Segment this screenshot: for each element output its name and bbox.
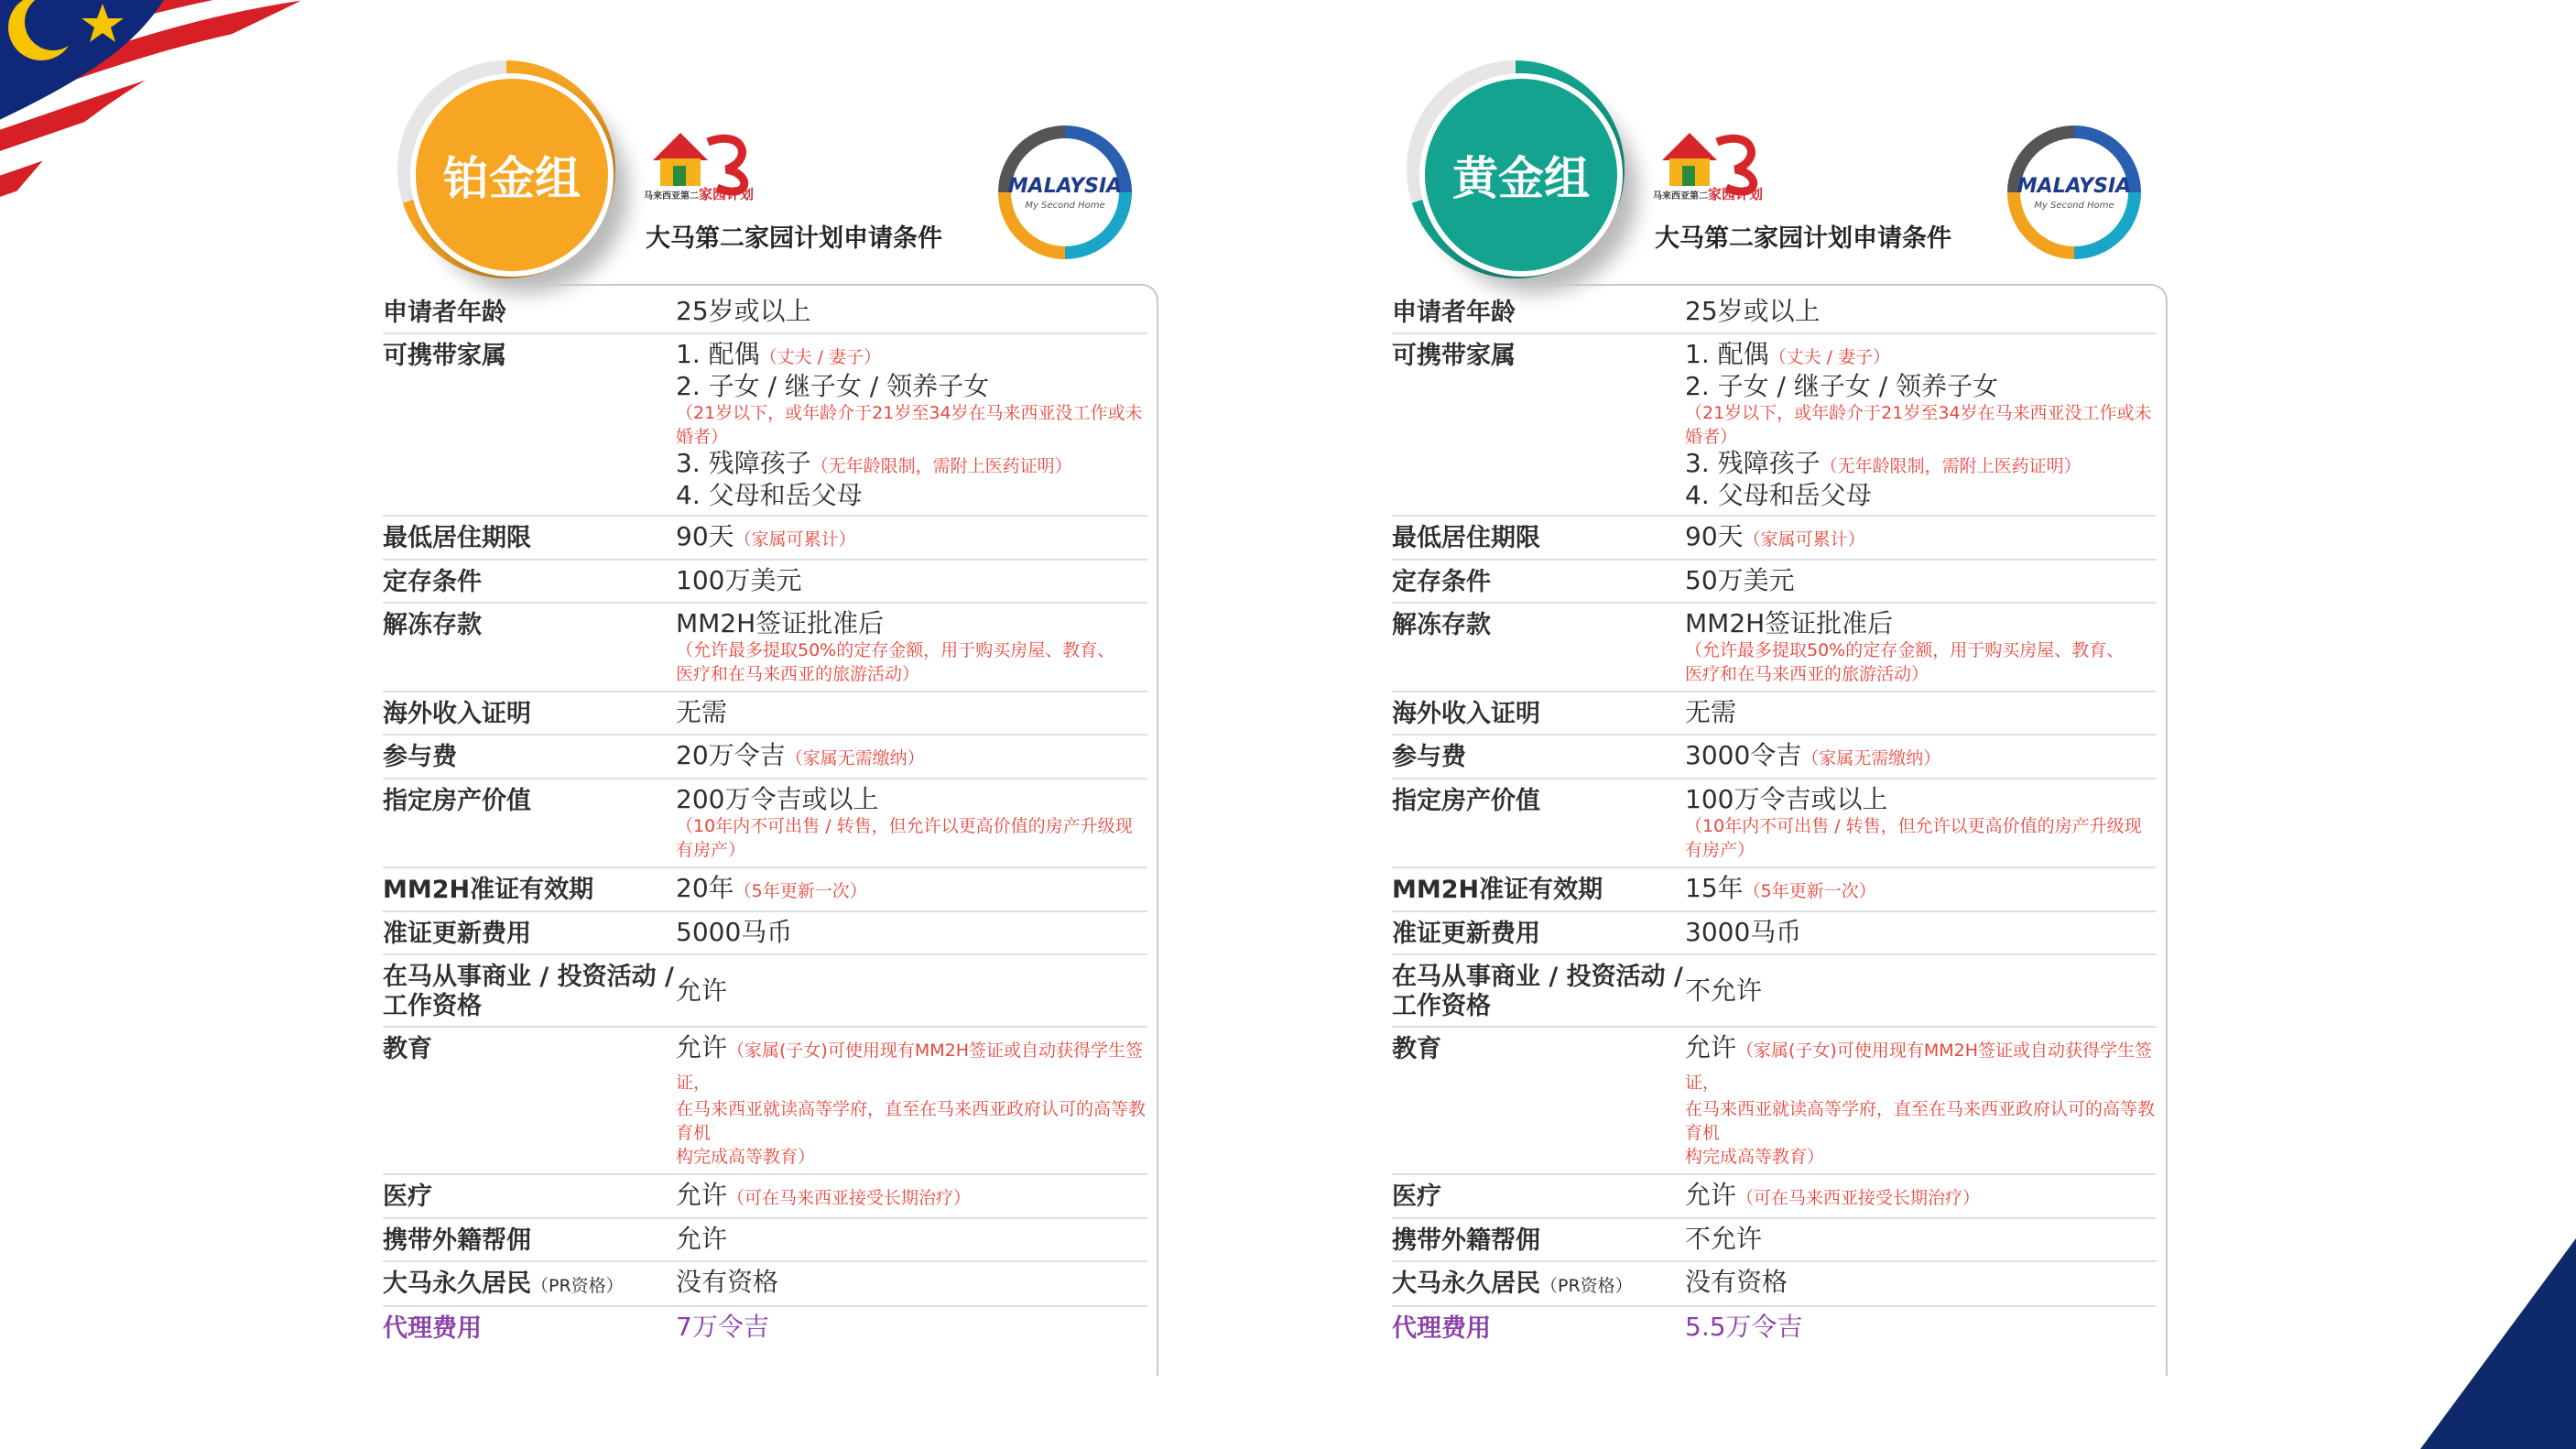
row-value-subnote: （允许最多提取50%的定存金额，用于购买房屋、教育、	[1685, 640, 2125, 660]
row-value	[1685, 522, 2157, 554]
row-value-note: （5年更新一次）	[734, 881, 867, 901]
table-row	[1392, 692, 2157, 735]
table-row	[383, 1175, 1147, 1219]
malaysia-my-second-home-logo	[2005, 124, 2143, 261]
row-label	[383, 741, 676, 773]
table-row	[383, 1262, 1147, 1307]
row-value	[676, 874, 1147, 906]
row-value	[1685, 1181, 2157, 1213]
row-value-text: 允许	[1685, 1180, 1737, 1210]
row-value-line	[1685, 698, 2157, 727]
dependent-item	[676, 481, 1147, 510]
row-label-text: 申请者年龄	[1392, 299, 1516, 327]
table-row	[383, 334, 1147, 517]
row-value-text: 25岁或以上	[676, 296, 811, 326]
row-value-line	[1685, 609, 2157, 638]
row-value-text: 100万美元	[676, 565, 802, 595]
row-value-line	[676, 918, 1147, 947]
row-label	[1392, 1225, 1685, 1256]
row-label-text: 定存条件	[383, 568, 482, 596]
program-logo-line2: 家园计划	[1708, 186, 1764, 202]
row-value	[1685, 918, 2157, 949]
row-value-text: MM2H签证批准后	[676, 608, 885, 638]
row-label	[1392, 1181, 1685, 1213]
row-label-text: 携带外籍帮佣	[383, 1226, 531, 1255]
dependent-item-note: （无年龄限制，需附上医药证明）	[810, 456, 1072, 476]
program-logo-line1: 马来西亚第二	[644, 191, 699, 202]
row-label	[1392, 522, 1685, 554]
row-label	[383, 1181, 676, 1213]
row-value-line	[676, 1268, 1147, 1297]
dependent-item-note: （无年龄限制，需附上医药证明）	[1820, 456, 2081, 476]
row-label	[383, 874, 676, 906]
table-row	[1392, 735, 2157, 779]
table-row	[383, 1219, 1147, 1262]
row-value	[676, 741, 1147, 773]
row-value	[1685, 1225, 2157, 1256]
table-row	[383, 735, 1147, 779]
row-value	[676, 1313, 1147, 1344]
row-value-note: （家属(子女)可使用现有MM2H签证或自动获得学生签证，	[676, 1040, 1144, 1093]
table-row	[1392, 955, 2157, 1028]
row-value-text: MM2H签证批准后	[1685, 608, 1894, 638]
plan-subtitle: 大马第二家园计划申请条件	[646, 224, 942, 253]
row-value-text: 没有资格	[1685, 1267, 1788, 1297]
table-row	[383, 517, 1147, 561]
row-label	[1392, 874, 1685, 906]
row-value-text: 不允许	[1685, 975, 1763, 1006]
table-row	[1392, 1307, 2157, 1348]
table-row	[383, 868, 1147, 912]
row-label-text: 解冻存款	[383, 611, 482, 639]
row-label-text: 代理费用	[1392, 1314, 1491, 1343]
row-label	[1392, 609, 1685, 686]
row-value-line	[676, 566, 1147, 595]
row-label-text: MM2H准证有效期	[1392, 876, 1603, 904]
row-label-text: 定存条件	[1392, 568, 1491, 596]
dependent-item-text: 3. 残障孩子	[1685, 448, 1821, 478]
row-label	[383, 1313, 676, 1344]
requirements-table	[1392, 291, 2157, 1348]
row-value-line	[676, 874, 1147, 906]
row-value-text: 90天	[676, 521, 734, 551]
table-row	[1392, 291, 2157, 334]
row-value-subnote: （允许最多提取50%的定存金额，用于购买房屋、教育、	[676, 640, 1115, 660]
row-label	[1392, 698, 1685, 729]
row-label-text: 申请者年龄	[383, 299, 506, 327]
row-label-text: 大马永久居民	[1392, 1269, 1540, 1298]
row-label	[1392, 297, 1685, 328]
row-label-note: （PR资格）	[1540, 1276, 1633, 1296]
dependent-item-subnote: （21岁以下，或年龄介于21岁至34岁在马来西亚没工作或未婚者）	[1685, 403, 2152, 447]
row-label	[383, 340, 676, 510]
row-value-note: （家属(子女)可使用现有MM2H签证或自动获得学生签证，	[1685, 1040, 2153, 1093]
table-row	[1392, 912, 2157, 955]
table-row	[1392, 334, 2157, 517]
row-value	[1685, 1033, 2157, 1169]
row-value-line	[1685, 1313, 2157, 1342]
row-value	[676, 1033, 1147, 1169]
row-value	[676, 918, 1147, 949]
table-row	[383, 1307, 1147, 1348]
row-value-text: 5.5万令吉	[1685, 1312, 1803, 1342]
row-value	[676, 340, 1147, 510]
table-row	[383, 692, 1147, 735]
row-value-line	[676, 741, 1147, 773]
row-value-text: 20万令吉	[676, 740, 786, 770]
dependent-item	[1685, 340, 2157, 372]
table-row	[1392, 1262, 2157, 1307]
dependent-item-note: （丈夫 / 妻子）	[1768, 347, 1891, 367]
row-value-note: （5年更新一次）	[1743, 881, 1876, 901]
row-label-text: 准证更新费用	[1392, 920, 1540, 948]
row-value-text: 200万令吉或以上	[676, 784, 879, 814]
row-label-text: 医疗	[1392, 1182, 1441, 1211]
row-value-subnote: 构完成高等教育）	[1685, 1147, 1825, 1167]
row-value-line	[676, 1033, 1147, 1097]
row-label-text: 医疗	[383, 1182, 432, 1211]
row-label-text: 最低居住期限	[383, 524, 531, 552]
dependent-item-note: （丈夫 / 妻子）	[759, 347, 882, 367]
dependent-item-text: 4. 父母和岳父母	[676, 480, 863, 510]
dependent-item-text: 2. 子女 / 继子女 / 领养子女	[1685, 371, 1999, 401]
table-row	[1392, 517, 2157, 561]
row-label-line: 在马从事商业 / 投资活动 /	[383, 963, 674, 991]
row-label-text: 解冻存款	[1392, 611, 1491, 639]
row-value-subnote: 医疗和在马来西亚的旅游活动）	[676, 664, 920, 684]
row-value-subnote: 在马来西亚就读高等学府，直至在马来西亚政府认可的高等教育机	[676, 1099, 1147, 1143]
row-value-note: （可在马来西亚接受长期治疗）	[727, 1188, 972, 1208]
row-label-line: 在马从事商业 / 投资活动 /	[1392, 963, 1683, 991]
row-value-line	[676, 609, 1147, 638]
row-value-note: （可在马来西亚接受长期治疗）	[1736, 1188, 1981, 1208]
row-value	[1685, 297, 2157, 328]
row-value-note: （家属可累计）	[734, 529, 856, 550]
row-label-text: 最低居住期限	[1392, 524, 1540, 552]
table-row	[383, 1028, 1147, 1175]
corner-accent	[2393, 1238, 2576, 1449]
table-row	[1392, 561, 2157, 604]
dependent-item	[1685, 449, 2157, 481]
row-value	[1685, 698, 2157, 729]
row-value-line	[676, 785, 1147, 814]
row-label	[1392, 918, 1685, 949]
row-value-note: （家属无需缴纳）	[785, 748, 925, 768]
table-row	[383, 604, 1147, 692]
program-logo-text	[1653, 184, 1763, 203]
row-value-line	[1685, 297, 2157, 326]
row-value-subnote: 医疗和在马来西亚的旅游活动）	[1685, 664, 1929, 684]
table-row	[1392, 1028, 2157, 1175]
table-row	[383, 779, 1147, 868]
row-value-text: 不允许	[1685, 1224, 1763, 1254]
row-value-text: 允许	[676, 1180, 728, 1210]
dependent-item-text: 2. 子女 / 继子女 / 领养子女	[676, 371, 990, 401]
group-badge: 铂金组	[410, 73, 614, 277]
table-row	[383, 561, 1147, 604]
dependent-item-text: 3. 残障孩子	[676, 448, 811, 478]
row-label	[383, 698, 676, 729]
row-label-text: 海外收入证明	[383, 700, 531, 728]
table-row	[383, 955, 1147, 1028]
row-label-text: 教育	[383, 1035, 432, 1063]
row-value-line	[1685, 1181, 2157, 1213]
row-value	[1685, 566, 2157, 597]
row-label-text: 可携带家属	[383, 342, 506, 370]
program-logo-line2: 家园计划	[699, 186, 755, 202]
row-value	[676, 1268, 1147, 1301]
gold-panel	[1355, 64, 2198, 1383]
row-value	[676, 566, 1147, 597]
row-value	[1685, 741, 2157, 773]
row-value	[676, 609, 1147, 686]
row-label-text: 教育	[1392, 1035, 1441, 1063]
row-value-text: 允许	[676, 1032, 728, 1062]
row-label	[1392, 785, 1685, 862]
row-label	[1392, 961, 1685, 1021]
row-value	[1685, 976, 2157, 1006]
row-label-text: 可携带家属	[1392, 342, 1516, 370]
row-value-text: 3000令吉	[1685, 740, 1802, 770]
row-label-text: 指定房产价值	[383, 787, 531, 815]
row-value-line	[1685, 1225, 2157, 1254]
row-label-line: 工作资格	[383, 992, 482, 1020]
table-row	[1392, 604, 2157, 692]
row-value	[1685, 1313, 2157, 1344]
row-value	[676, 522, 1147, 554]
dependent-item-text: 4. 父母和岳父母	[1685, 480, 1872, 510]
row-label	[1392, 1033, 1685, 1169]
row-value-text: 20年	[676, 873, 734, 903]
row-value-line	[1685, 1033, 2157, 1097]
dependent-item-subnote: （21岁以下，或年龄介于21岁至34岁在马来西亚没工作或未婚者）	[676, 403, 1143, 447]
malaysia-logo-tagline: My Second Home	[2034, 201, 2114, 211]
row-value-line	[676, 297, 1147, 326]
dependent-item	[1685, 481, 2157, 510]
table-row	[383, 912, 1147, 955]
row-label	[383, 1225, 676, 1256]
row-label	[383, 785, 676, 862]
table-row	[1392, 1175, 2157, 1219]
dependent-item	[1685, 372, 2157, 401]
row-label-text: MM2H准证有效期	[383, 876, 594, 904]
platinum-panel	[346, 64, 1189, 1383]
row-value-note: （家属可累计）	[1743, 529, 1865, 550]
row-value-text: 100万令吉或以上	[1685, 784, 1888, 814]
table-row	[1392, 1219, 2157, 1262]
row-value-line	[1685, 741, 2157, 773]
row-value	[676, 785, 1147, 862]
row-value-subnote: 构完成高等教育）	[676, 1147, 816, 1167]
row-label-text: 代理费用	[383, 1314, 482, 1343]
row-value	[1685, 874, 2157, 906]
row-value-text: 3000马币	[1685, 917, 1802, 947]
row-value-text: 5000马币	[676, 917, 793, 947]
row-value-line	[676, 698, 1147, 727]
row-value-line	[1685, 522, 2157, 554]
row-value-text: 允许	[676, 1224, 728, 1254]
row-value-line	[676, 1313, 1147, 1342]
row-value-text: 允许	[1685, 1032, 1737, 1062]
row-label	[1392, 1313, 1685, 1344]
group-badge: 黄金组	[1419, 73, 1623, 277]
row-label	[1392, 566, 1685, 597]
row-label-text: 参与费	[1392, 743, 1466, 771]
row-label-note: （PR资格）	[531, 1276, 624, 1296]
row-value	[1685, 609, 2157, 686]
row-label	[383, 522, 676, 554]
row-value	[1685, 340, 2157, 510]
row-value	[676, 1225, 1147, 1256]
malaysia-logo-word: MALAYSIA	[1007, 175, 1123, 198]
row-value-text: 无需	[676, 697, 728, 727]
dependent-item-text: 1. 配偶	[1685, 339, 1769, 369]
row-value	[676, 297, 1147, 328]
row-label	[383, 609, 676, 686]
dependent-item	[676, 449, 1147, 481]
row-value	[676, 976, 1147, 1006]
row-value-line	[676, 1225, 1147, 1254]
table-row	[383, 291, 1147, 334]
row-label-text: 海外收入证明	[1392, 700, 1540, 728]
row-value-text: 7万令吉	[676, 1312, 769, 1342]
row-value-line	[1685, 874, 2157, 906]
row-value-line	[1685, 566, 2157, 595]
row-value-subnote: 在马来西亚就读高等学府，直至在马来西亚政府认可的高等教育机	[1685, 1099, 2156, 1143]
row-label	[1392, 741, 1685, 773]
row-value-text: 90天	[1685, 521, 1744, 551]
table-row	[1392, 779, 2157, 868]
malaysia-my-second-home-logo	[996, 124, 1134, 261]
row-value-text: 允许	[676, 975, 728, 1006]
row-label-text: 指定房产价值	[1392, 787, 1540, 815]
row-label-text: 准证更新费用	[383, 920, 531, 948]
row-value-subnote: （10年内不可出售 / 转售，但允许以更高价值的房产升级现有房产）	[676, 816, 1133, 860]
row-value	[676, 698, 1147, 729]
row-label	[383, 1268, 676, 1301]
row-label	[383, 297, 676, 328]
dependent-item	[676, 372, 1147, 401]
row-value-line	[676, 522, 1147, 554]
row-value-text: 没有资格	[676, 1267, 779, 1297]
dependent-item	[676, 340, 1147, 372]
row-value	[676, 1181, 1147, 1213]
row-value-line	[676, 976, 1147, 1006]
malaysia-flag-icon	[0, 0, 311, 220]
row-label	[383, 566, 676, 597]
row-value-text: 无需	[1685, 697, 1737, 727]
row-value-text: 15年	[1685, 873, 1744, 903]
row-value-text: 25岁或以上	[1685, 296, 1821, 326]
row-label-text: 携带外籍帮佣	[1392, 1226, 1540, 1255]
row-value-line	[1685, 918, 2157, 947]
row-value-note: （家属无需缴纳）	[1801, 748, 1941, 768]
malaysia-logo-word: MALAYSIA	[2016, 175, 2132, 198]
plan-subtitle: 大马第二家园计划申请条件	[1655, 224, 1951, 253]
row-value	[1685, 1268, 2157, 1301]
row-label-text: 参与费	[383, 743, 457, 771]
row-label	[383, 1033, 676, 1169]
row-label	[1392, 340, 1685, 510]
program-logo-text	[644, 184, 754, 203]
row-label	[383, 918, 676, 949]
table-row	[1392, 868, 2157, 912]
row-value-line	[1685, 1268, 2157, 1297]
row-value-line	[1685, 976, 2157, 1006]
dependent-item-text: 1. 配偶	[676, 339, 760, 369]
row-value-line	[676, 1181, 1147, 1213]
row-label	[383, 961, 676, 1021]
row-label	[1392, 1268, 1685, 1301]
malaysia-logo-tagline: My Second Home	[1025, 201, 1105, 211]
row-value-text: 50万美元	[1685, 565, 1795, 595]
row-value	[1685, 785, 2157, 862]
row-label-line: 工作资格	[1392, 992, 1491, 1020]
requirements-table	[383, 291, 1147, 1348]
row-label-text: 大马永久居民	[383, 1269, 531, 1298]
program-logo-line1: 马来西亚第二	[1653, 191, 1708, 202]
row-value-line	[1685, 785, 2157, 814]
row-value-subnote: （10年内不可出售 / 转售，但允许以更高价值的房产升级现有房产）	[1685, 816, 2142, 860]
